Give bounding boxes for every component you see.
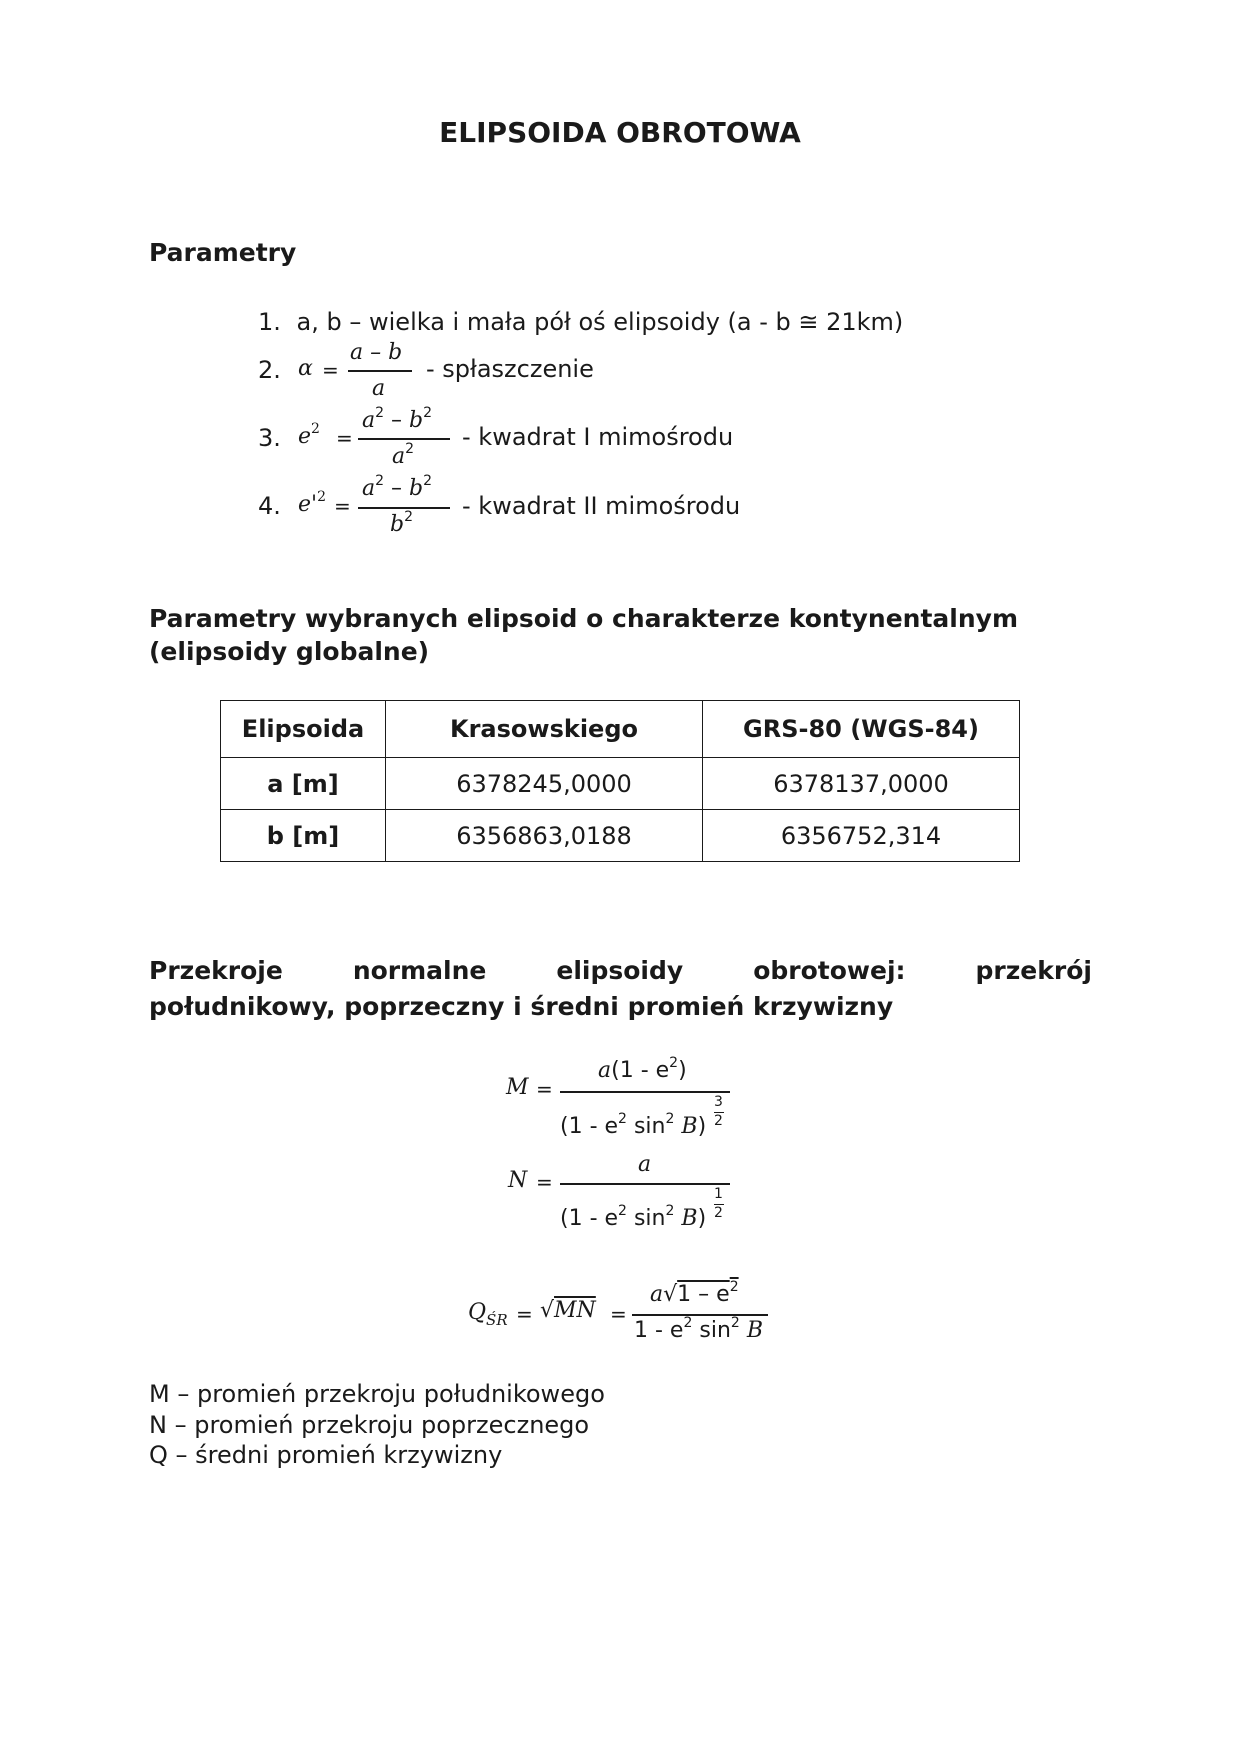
item-number: 1.	[258, 308, 281, 336]
equals-sign: =	[536, 1077, 553, 1101]
table-cell: 6378245,0000	[386, 758, 703, 810]
formula-lhs: N	[508, 1168, 528, 1193]
item-description: - spłaszczenie	[426, 355, 594, 383]
fraction-denominator: $1 - e^2$ $\sin^2 B$	[634, 1315, 763, 1343]
equals-sign: =	[610, 1302, 627, 1326]
section-heading-justified-line	[149, 956, 1092, 985]
fraction-denominator: ($1 - e^2$ $\sin^2 B$)	[560, 1203, 707, 1231]
section-heading-line2: południkowy, poprzeczny i średni promień krzywizny	[149, 992, 894, 1021]
fraction-numerator: a	[638, 1152, 652, 1177]
exponent-denominator: 2	[714, 1205, 723, 1221]
row-label: a [m]	[221, 758, 386, 810]
section-heading-line1: Parametry wybranych elipsoid o charakterze kontynentalnym	[149, 604, 1019, 633]
item-text: a, b – wielka i mała pół oś elipsoidy (a - b ≅ 21km)	[296, 308, 904, 336]
fraction-denominator: a	[372, 376, 386, 401]
item-number: 4.	[258, 492, 281, 520]
equals-sign: =	[336, 426, 353, 450]
exponent-numerator: 1	[714, 1186, 723, 1202]
section-heading-line2: (elipsoidy globalne)	[149, 637, 430, 666]
equals-sign: =	[322, 358, 339, 382]
sqrt-icon: √	[540, 1298, 555, 1323]
fraction-numerator: $a^2 - b^2$	[362, 473, 433, 501]
fraction-bar	[560, 1091, 730, 1093]
fraction-numerator: $a^2 - b^2$	[362, 405, 433, 433]
equals-sign: =	[536, 1170, 553, 1194]
section-heading-parametry: Parametry	[149, 238, 297, 267]
heading-word: elipsoidy	[556, 956, 684, 985]
row-label: b [m]	[221, 810, 386, 862]
heading-word: obrotowej:	[753, 956, 906, 985]
equals-sign: =	[516, 1302, 533, 1326]
fraction-numerator: $a√1 - e^2$	[650, 1279, 739, 1307]
formula-lhs: M	[506, 1075, 529, 1100]
exponent-numerator: 3	[714, 1094, 723, 1110]
formula-lhs: $Q_{ŚR}$	[468, 1300, 508, 1329]
table-cell: 6378137,0000	[703, 758, 1020, 810]
table-row	[221, 758, 1020, 810]
list-item-1	[258, 308, 903, 336]
fraction-denominator: $b^2$	[390, 509, 414, 537]
fraction-numerator: $a(1 - e^2)$	[598, 1055, 687, 1083]
table-header-cell: GRS-80 (WGS-84)	[703, 701, 1020, 758]
item-number: 3.	[258, 424, 281, 452]
table-cell: 6356752,314	[703, 810, 1020, 862]
fraction-bar	[632, 1314, 768, 1316]
fraction-bar	[358, 438, 450, 440]
item-description: - kwadrat I mimośrodu	[462, 423, 734, 451]
table-header-cell: Krasowskiego	[386, 701, 703, 758]
fraction-denominator: ($1 - e^2$ $\sin^2 B$)	[560, 1111, 707, 1139]
ellipsoid-parameters-table	[220, 700, 1020, 862]
legend-item-Q: Q – średni promień krzywizny	[149, 1441, 503, 1469]
fraction-denominator: $a^2$	[392, 441, 415, 469]
item-number: 2.	[258, 356, 281, 384]
exponent-denominator: 2	[714, 1113, 723, 1129]
sqrt-icon: √	[663, 1282, 678, 1307]
legend-item-N: N – promień przekroju poprzecznego	[149, 1411, 590, 1439]
equals-sign: =	[334, 494, 351, 518]
legend-item-M: M – promień przekroju południkowego	[149, 1380, 605, 1408]
square-root-MN: √MN	[540, 1298, 596, 1323]
e-prime-squared-symbol: $e'^2$	[298, 489, 326, 517]
heading-word: Przekroje	[149, 956, 283, 985]
fraction-bar	[560, 1183, 730, 1185]
alpha-symbol: α	[298, 356, 313, 381]
page-title: ELIPSOIDA OBROTOWA	[439, 116, 801, 149]
table-header-cell: Elipsoida	[221, 701, 386, 758]
heading-word: przekrój	[975, 956, 1092, 985]
fraction-bar	[348, 370, 412, 372]
item-description: - kwadrat II mimośrodu	[462, 492, 741, 520]
table-header-row	[221, 701, 1020, 758]
fraction-numerator: a – b	[350, 340, 403, 365]
heading-word: normalne	[352, 956, 487, 985]
e-squared-symbol: $e^2$	[298, 421, 320, 449]
table-cell: 6356863,0188	[386, 810, 703, 862]
table-row	[221, 810, 1020, 862]
